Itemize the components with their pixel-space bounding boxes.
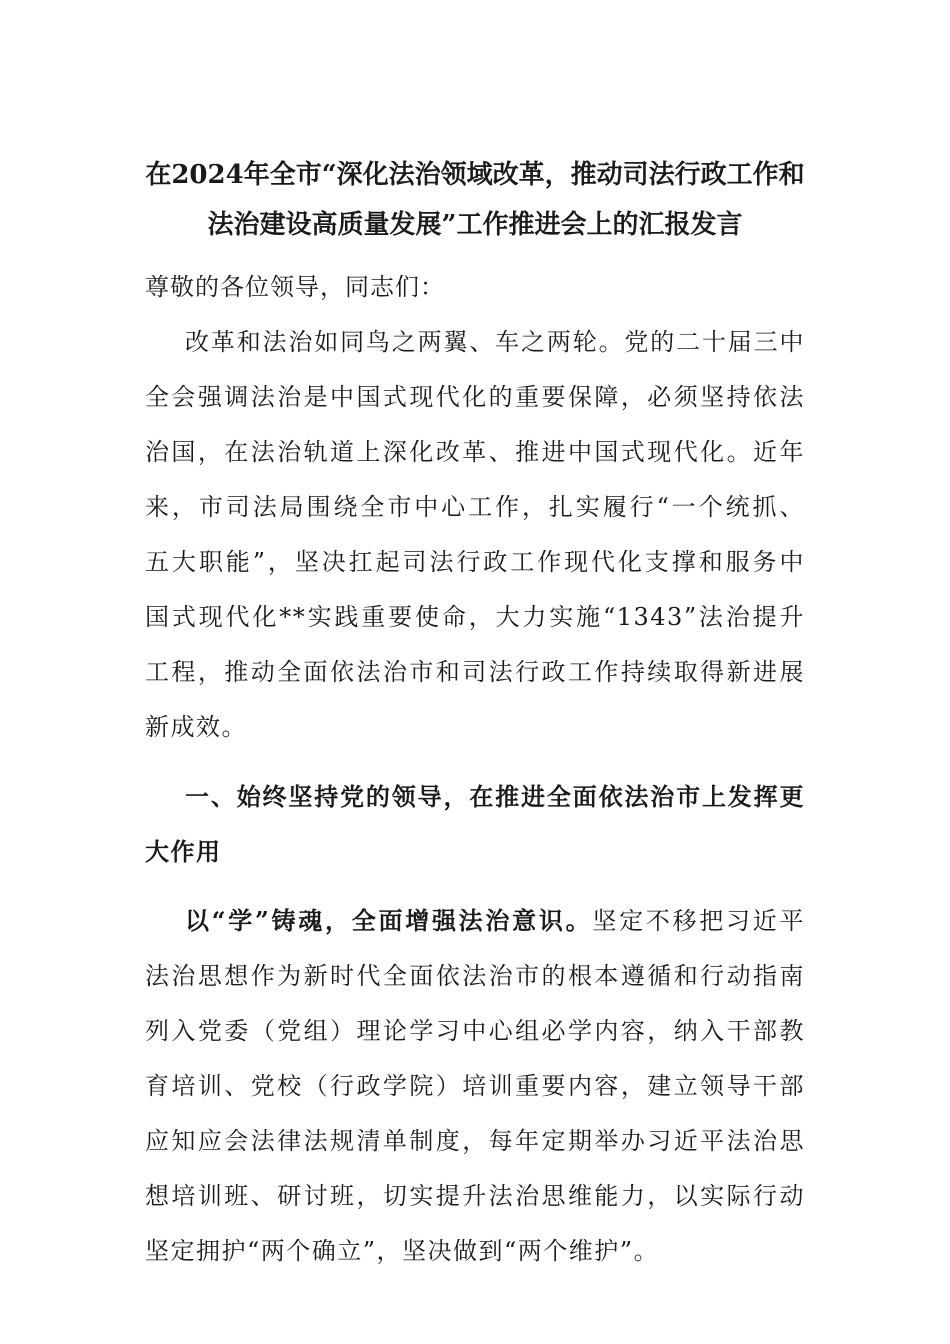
title-line-2: 法治建设高质量发展”工作推进会上的汇报发言 — [207, 210, 743, 240]
intro-line: 全会强调法治是中国式现代化的重要保障，必须坚持依法 — [145, 383, 805, 411]
section-heading-line: 一、始终坚持党的领导，在推进全面依法治市上发挥更 — [185, 782, 805, 811]
document-title — [145, 150, 805, 250]
intro-line: 治国，在法治轨道上深化改革、推进中国式现代化。近年 — [145, 438, 805, 466]
section-line: 想培训班、研讨班，切实提升法治思维能力，以实际行动 — [145, 1182, 805, 1210]
title-line-1: 在2024年全市“深化法治领域改革，推动司法行政工作和 — [145, 160, 805, 190]
section-first-line — [145, 893, 805, 949]
document-page — [145, 150, 805, 1279]
greeting: 尊敬的各位领导，同志们： — [145, 273, 445, 301]
intro-line: 来，市司法局围绕全市中心工作，扎实履行“一个统抓、 — [145, 493, 805, 521]
paragraph-lead: 以“学”铸魂，全面增强法治意识。 — [185, 906, 593, 935]
paragraph-lead-rest: 坚定不移把习近平 — [592, 907, 805, 935]
intro-line: 新成效。 — [145, 713, 247, 741]
intro-line: 工程，推动全面依法治市和司法行政工作持续取得新进展 — [145, 658, 805, 686]
section-line: 应知应会法律法规清单制度，每年定期举办习近平法治思 — [145, 1127, 805, 1155]
section-line: 列入党委（党组）理论学习中心组必学内容，纳入干部教 — [145, 1017, 805, 1045]
intro-paragraph — [145, 315, 805, 755]
section-line: 坚定拥护“两个确立”，坚决做到“两个维护”。 — [145, 1237, 660, 1265]
section-line: 法治思想作为新时代全面依法治市的根本遵循和行动指南 — [145, 962, 805, 990]
intro-line: 改革和法治如同鸟之两翼、车之两轮。党的二十届三中 — [185, 328, 805, 356]
intro-line: 国式现代化**实践重要使命，大力实施“1343”法治提升 — [145, 603, 805, 631]
section-heading-line: 大作用 — [145, 837, 222, 866]
section-1-heading — [145, 769, 805, 879]
section-line: 育培训、党校（行政学院）培训重要内容，建立领导干部 — [145, 1072, 805, 1100]
intro-line: 五大职能”，坚决扛起司法行政工作现代化支撑和服务中 — [145, 548, 805, 576]
section-1-paragraph — [145, 893, 805, 1279]
